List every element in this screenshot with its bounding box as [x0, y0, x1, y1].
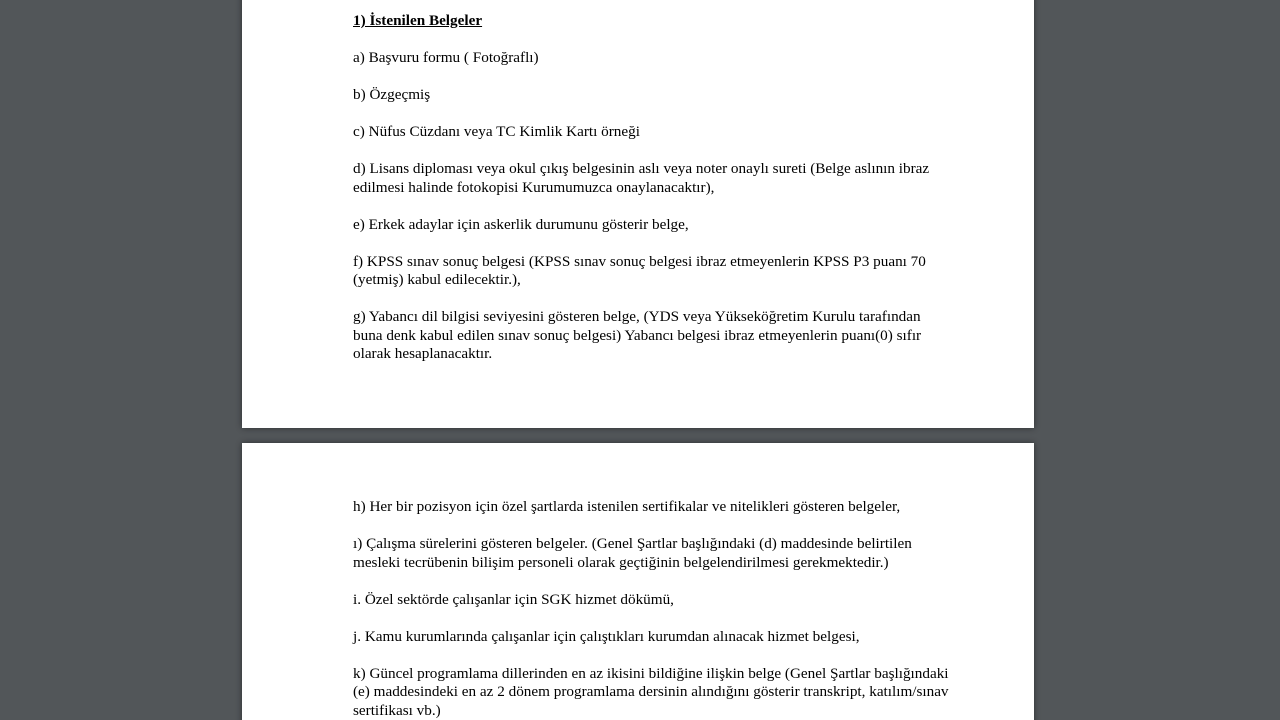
item-k: k) Güncel programlama dillerinden en az ikisini bildiğine ilişkin belge (Genel Şartlar başlığındaki (e) maddesindeki en az 2 dönem programlama dersinin alındığını gösterir transkript, katılım/sınav sertifikası vb.) [353, 664, 949, 719]
item-i-dotless: ı) Çalışma sürelerini gösteren belgeler. (Genel Şartlar başlığındaki (d) maddesinde belirtilen mesleki tecrübenin bilişim personeli olarak geçtiğinin belgelendirilmesi gerekmektedir.) [353, 535, 912, 571]
item-h: h) Her bir pozisyon için özel şartlarda istenilen sertifikalar ve nitelikleri gösteren belgeler, [353, 498, 901, 515]
item-e: e) Erkek adaylar için askerlik durumunu gösterir belge, [353, 215, 689, 233]
document-page-2 [242, 443, 1034, 720]
page-2-content [353, 498, 953, 720]
item-g: g) Yabancı dil bilgisi seviyesini gösteren belge, (YDS veya Yükseköğretim Kurulu tarafından buna denk kabul edilen sınav sonuç belgesi) Yabancı belgesi ibraz etmeyenlerin puanı(0) sıfır olarak hesaplanacaktır. [353, 308, 922, 362]
item-c: c) Nüfus Cüzdanı veya TC Kimlik Kartı örneği [353, 123, 640, 140]
page-1-content [353, 12, 953, 382]
document-page-1 [242, 0, 1034, 428]
section-heading: 1) İstenilen Belgeler [353, 12, 483, 29]
item-d: d) Lisans diploması veya okul çıkış belgesinin aslı veya noter onaylı sureti (Belge aslının ibraz edilmesi halinde fotokopisi Kurumumuzca onaylanacaktır), [353, 160, 930, 196]
item-j: j. Kamu kurumlarında çalışanlar için çalıştıkları kurumdan alınacak hizmet belgesi, [353, 627, 860, 645]
item-f: f) KPSS sınav sonuç belgesi (KPSS sınav sonuç belgesi ibraz etmeyenlerin KPSS P3 puanı 70 (yetmiş) kabul edilecektir.), [353, 252, 926, 288]
item-b: b) Özgeçmiş [353, 86, 431, 103]
item-a: a) Başvuru formu ( Fotoğraflı) [353, 49, 539, 66]
item-i: i. Özel sektörde çalışanlar için SGK hizmet dökümü, [353, 590, 674, 608]
